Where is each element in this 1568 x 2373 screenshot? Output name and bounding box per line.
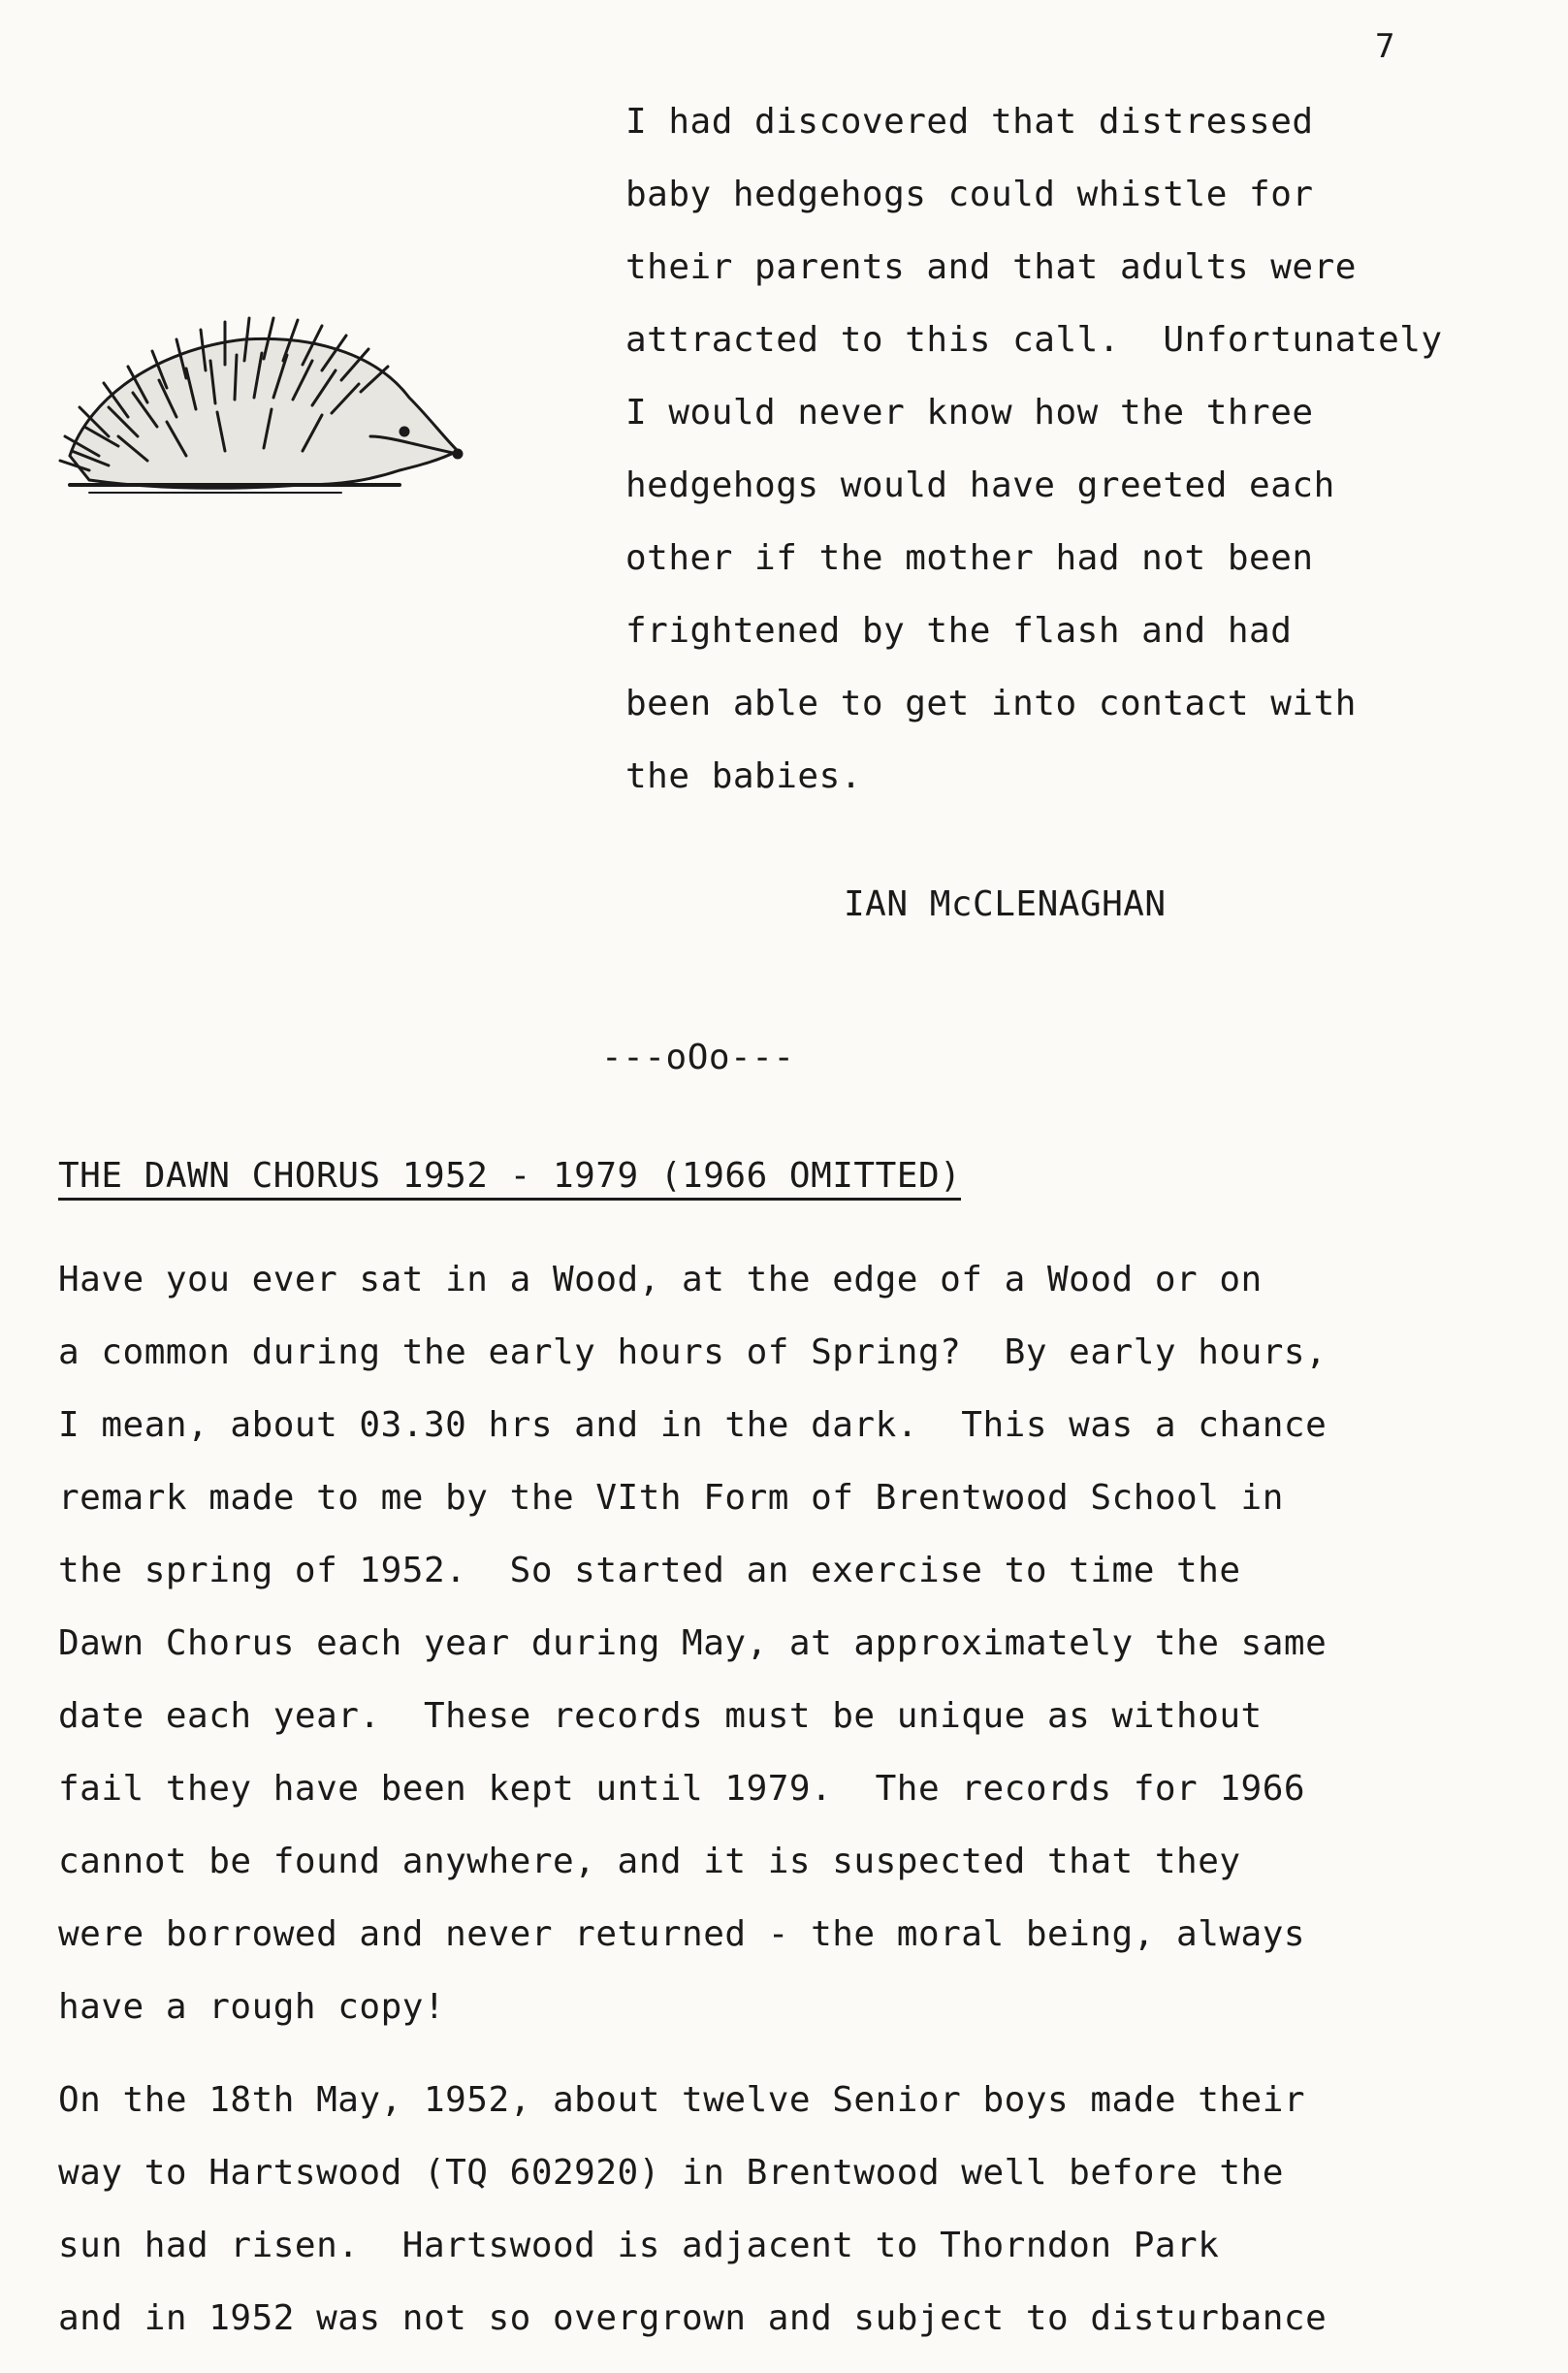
text-line: the babies.: [625, 756, 862, 796]
article-body: [58, 1243, 1552, 2355]
text-line: I mean, about 03.30 hrs and in the dark. This was a chance: [58, 1405, 1328, 1445]
text-line: have a rough copy!: [58, 1987, 446, 2027]
text-line: fail they have been kept until 1979. The records for 1966: [58, 1769, 1306, 1809]
text-line: way to Hartswood (TQ 602920) in Brentwood well before the: [58, 2153, 1284, 2193]
intro-paragraph: [625, 85, 1556, 813]
page-number: 7: [1375, 27, 1396, 66]
paragraph-1: [58, 1243, 1552, 2043]
text-line: remark made to me by the VIth Form of Brentwood School in: [58, 1478, 1284, 1518]
paragraph-gap: [58, 2043, 1552, 2064]
text-line: their parents and that adults were: [625, 247, 1357, 287]
text-line: the spring of 1952. So started an exercise to time the: [58, 1551, 1241, 1590]
text-line: I would never know how the three: [625, 393, 1314, 433]
text-line: and in 1952 was not so overgrown and subject to disturbance: [58, 2298, 1328, 2338]
hedgehog-icon: [50, 291, 467, 533]
text-line: date each year. These records must be unique as without: [58, 1696, 1263, 1736]
text-line: cannot be found anywhere, and it is suspected that they: [58, 1842, 1241, 1881]
text-line: a common during the early hours of Spring? By early hours,: [58, 1332, 1328, 1372]
text-line: On the 18th May, 1952, about twelve Senior boys made their: [58, 2080, 1306, 2120]
paragraph-2: [58, 2064, 1552, 2355]
text-line: attracted to this call. Unfortunately: [625, 320, 1443, 360]
text-line: other if the mother had not been: [625, 538, 1314, 578]
section-divider: ---oOo---: [601, 1038, 795, 1077]
text-line: sun had risen. Hartswood is adjacent to Thorndon Park: [58, 2226, 1220, 2265]
author-signature: IAN McCLENAGHAN: [844, 884, 1167, 924]
text-line: baby hedgehogs could whistle for: [625, 175, 1314, 214]
text-line: frightened by the flash and had: [625, 611, 1293, 651]
text-line: I had discovered that distressed: [625, 102, 1314, 142]
text-line: Dawn Chorus each year during May, at approximately the same: [58, 1623, 1328, 1663]
text-line: been able to get into contact with: [625, 684, 1357, 723]
text-line: hedgehogs would have greeted each: [625, 465, 1335, 505]
text-line: were borrowed and never returned - the moral being, always: [58, 1914, 1306, 1954]
section-heading: THE DAWN CHORUS 1952 - 1979 (1966 OMITTED): [58, 1156, 961, 1201]
text-line: Have you ever sat in a Wood, at the edge of a Wood or on: [58, 1260, 1263, 1299]
